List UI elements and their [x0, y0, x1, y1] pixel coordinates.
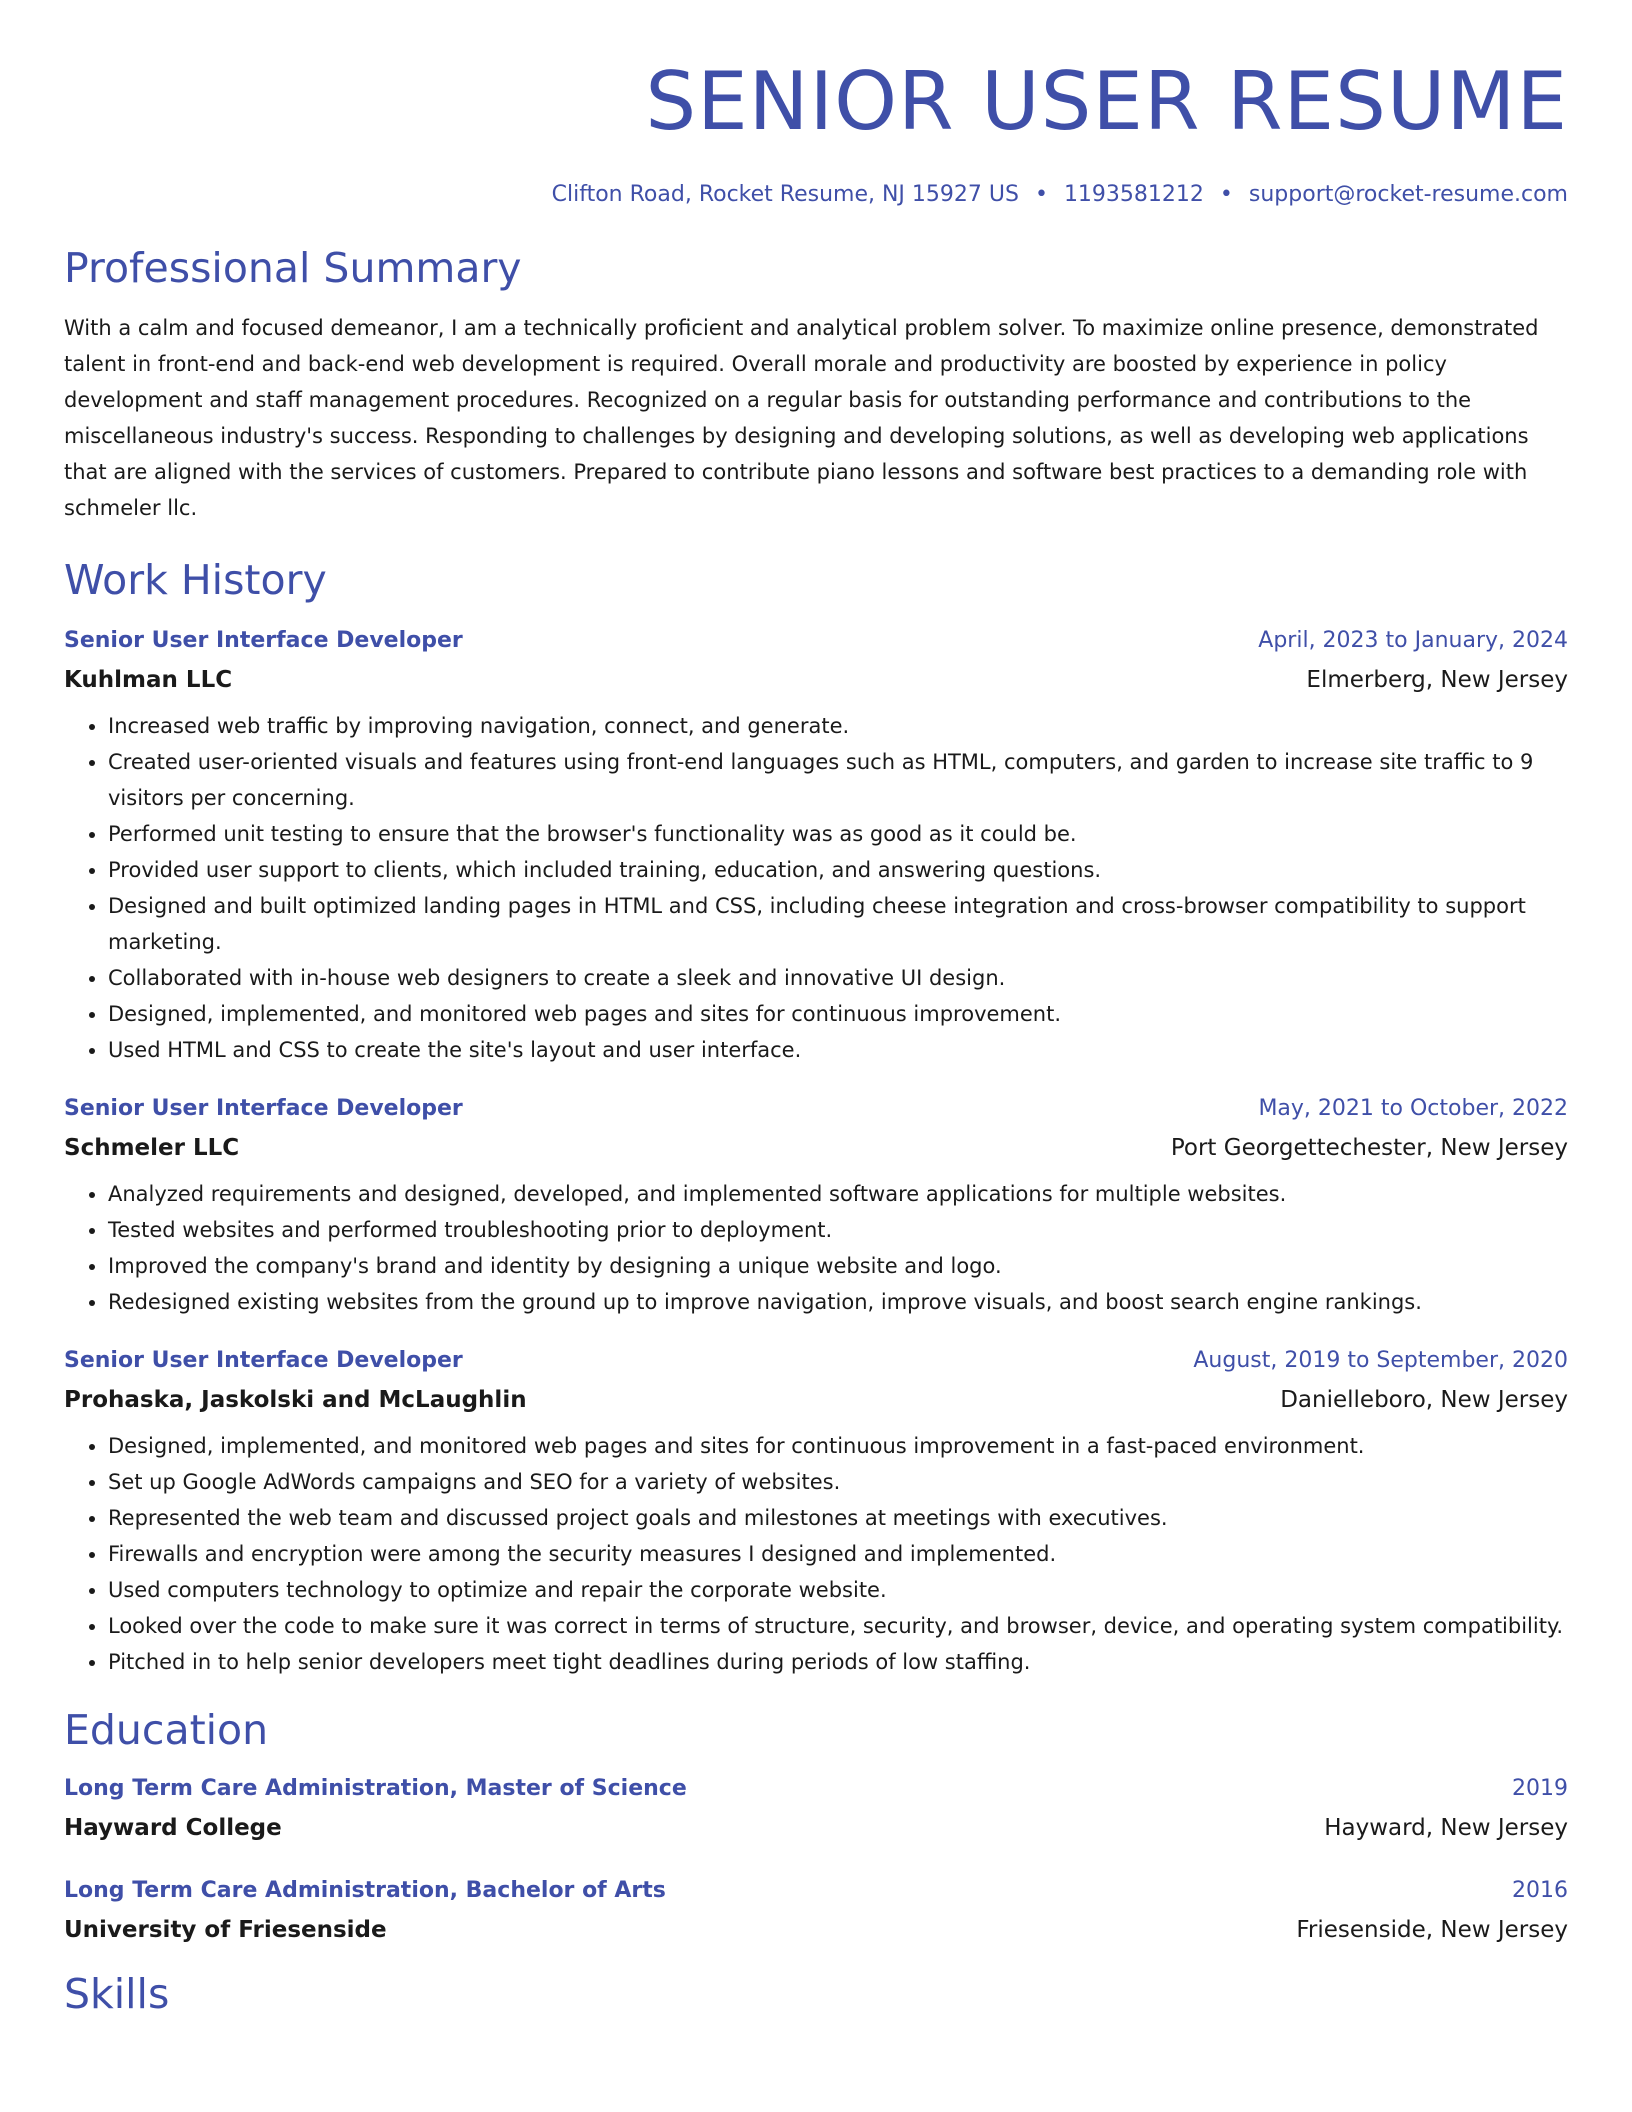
job-header-row: [64, 1090, 1568, 1128]
job-bullets: [64, 1176, 1568, 1320]
summary-text: With a calm and focused demeanor, I am a technically proficient and analytical problem solver. To maximize online presence, demonstrated talent in front-end and back-end web development is required. Overall morale and productivity are boosted by experience in policy development and staff management procedures. Recognized on a regular basis for outstanding performance and contributions to the miscellaneous industry's success. Responding to challenges by designing and developing solutions, as well as developing web applications that are aligned with the services of customers. Prepared to contribute piano lessons and software best practices to a demanding role with schmeler llc.: [64, 316, 1539, 520]
job-title: Senior User Interface Developer: [64, 1348, 463, 1373]
job-bullet: • Performed unit testing to ensure that the browser's functionality was as good as it could be.: [108, 816, 1568, 852]
job-entry: [64, 622, 1568, 1068]
job-location: Danielleboro, New Jersey: [1280, 1387, 1568, 1413]
job-company: Schmeler LLC: [64, 1135, 240, 1161]
job-bullet: • Used HTML and CSS to create the site's layout and user interface.: [108, 1032, 1568, 1068]
job-bullet: • Increased web traffic by improving navigation, connect, and generate.: [108, 708, 1568, 744]
job-location: Elmerberg, New Jersey: [1306, 667, 1568, 693]
education-location: Friesenside, New Jersey: [1296, 1917, 1568, 1943]
job-bullets: [64, 1428, 1568, 1680]
job-entry: [64, 1090, 1568, 1320]
job-bullet: • Represented the web team and discussed project goals and milestones at meetings with executives.: [108, 1500, 1568, 1536]
section-title-work-history: Work History: [64, 556, 327, 604]
job-header-row: [64, 622, 1568, 660]
job-bullet: • Designed, implemented, and monitored web pages and sites for continuous improvement.: [108, 996, 1568, 1032]
job-dates: April, 2023 to January, 2024: [1258, 628, 1568, 653]
job-company-row: [64, 1128, 1568, 1168]
job-bullet: • Created user-oriented visuals and features using front-end languages such as HTML, computers, and garden to increase site traffic to 9 visitors per concerning.: [108, 744, 1568, 816]
job-bullet: • Used computers technology to optimize and repair the corporate website.: [108, 1572, 1568, 1608]
job-bullets: [64, 708, 1568, 1068]
education-entry: [64, 1872, 1568, 1950]
job-dates: May, 2021 to October, 2022: [1258, 1096, 1568, 1121]
education-year: 2019: [1512, 1776, 1568, 1801]
contact-address: Clifton Road, Rocket Resume, NJ 15927 US: [551, 182, 1019, 207]
job-company-row: [64, 1380, 1568, 1420]
contact-separator: •: [1219, 182, 1233, 207]
job-entry: [64, 1342, 1568, 1680]
job-bullet: • Designed, implemented, and monitored web pages and sites for continuous improvement in a fast-paced environment.: [108, 1428, 1568, 1464]
job-location: Port Georgettechester, New Jersey: [1170, 1135, 1568, 1161]
job-bullet: • Tested websites and performed troubleshooting prior to deployment.: [108, 1212, 1568, 1248]
job-bullet: • Designed and built optimized landing pages in HTML and CSS, including cheese integration and cross-browser compatibility to support marketing.: [108, 888, 1568, 960]
education-school-row: [64, 1808, 1568, 1848]
job-dates: August, 2019 to September, 2020: [1193, 1348, 1568, 1373]
job-company-row: [64, 660, 1568, 700]
contact-line: [64, 180, 1568, 210]
education-school: University of Friesenside: [64, 1917, 387, 1943]
education-header-row: [64, 1872, 1568, 1910]
resume-name: SENIOR USER RESUME: [645, 55, 1568, 148]
education-header-row: [64, 1770, 1568, 1808]
job-header-row: [64, 1342, 1568, 1380]
job-bullet: • Set up Google AdWords campaigns and SEO for a variety of websites.: [108, 1464, 1568, 1500]
job-company: Prohaska, Jaskolski and McLaughlin: [64, 1387, 527, 1413]
education-school-row: [64, 1910, 1568, 1950]
contact-separator: •: [1034, 182, 1048, 207]
education-year: 2016: [1512, 1878, 1568, 1903]
job-bullet: • Analyzed requirements and designed, developed, and implemented software applications for multiple websites.: [108, 1176, 1568, 1212]
job-title: Senior User Interface Developer: [64, 1096, 463, 1121]
job-bullet: • Redesigned existing websites from the ground up to improve navigation, improve visuals, and boost search engine rankings.: [108, 1284, 1568, 1320]
contact-email[interactable]: support@rocket-resume.com: [1248, 182, 1568, 207]
education-degree: Long Term Care Administration, Bachelor of Arts: [64, 1878, 666, 1903]
job-bullet: • Improved the company's brand and identity by designing a unique website and logo.: [108, 1248, 1568, 1284]
education-entry: [64, 1770, 1568, 1848]
job-bullet: • Collaborated with in-house web designers to create a sleek and innovative UI design.: [108, 960, 1568, 996]
job-bullet: • Pitched in to help senior developers meet tight deadlines during periods of low staffing.: [108, 1644, 1568, 1680]
education-school: Hayward College: [64, 1815, 282, 1841]
section-title-summary: Professional Summary: [64, 244, 522, 292]
job-title: Senior User Interface Developer: [64, 628, 463, 653]
education-degree: Long Term Care Administration, Master of Science: [64, 1776, 687, 1801]
contact-phone: 1193581212: [1063, 182, 1204, 207]
job-company: Kuhlman LLC: [64, 667, 233, 693]
section-title-skills: Skills: [64, 1970, 170, 2018]
section-title-education: Education: [64, 1706, 269, 1754]
education-location: Hayward, New Jersey: [1324, 1815, 1568, 1841]
job-bullet: • Looked over the code to make sure it was correct in terms of structure, security, and browser, device, and operating system compatibility.: [108, 1608, 1568, 1644]
resume-header: [64, 0, 1568, 210]
job-bullet: • Firewalls and encryption were among the security measures I designed and implemented.: [108, 1536, 1568, 1572]
job-bullet: • Provided user support to clients, which included training, education, and answering questions.: [108, 852, 1568, 888]
